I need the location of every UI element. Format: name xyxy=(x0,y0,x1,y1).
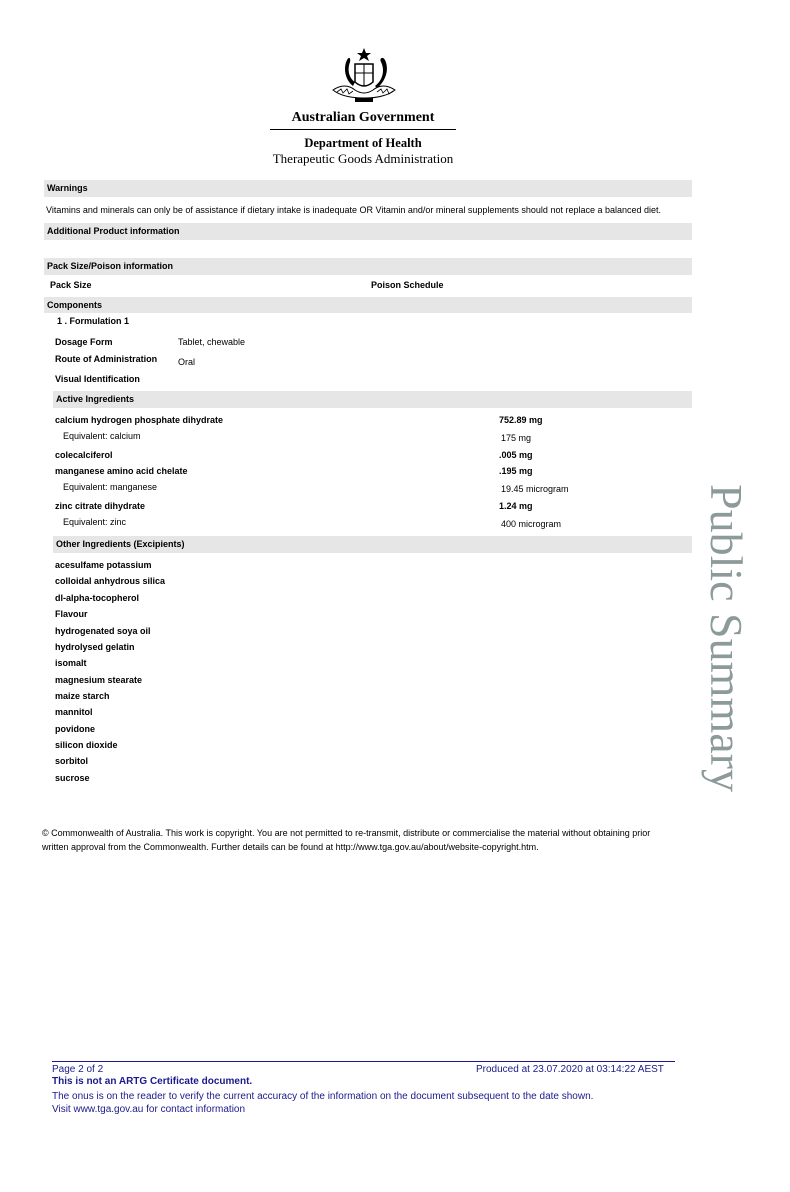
active-ingredient-amount: .195 mg xyxy=(499,466,533,476)
excipient-item: Flavour xyxy=(55,609,88,619)
active-ingredient-amount: 1.24 mg xyxy=(499,501,533,511)
excipient-item: mannitol xyxy=(55,707,93,717)
excipient-item: maize starch xyxy=(55,691,110,701)
excipient-item: hydrogenated soya oil xyxy=(55,626,151,636)
public-summary-watermark: Public Summary xyxy=(701,484,752,792)
active-ingredients-heading: Active Ingredients xyxy=(53,391,692,408)
copyright-line: © Commonwealth of Australia. This work is copyright. You are not permitted to re-transmit, distribute or commercialise the material without obtaining prior xyxy=(42,828,651,838)
dosage-form-value: Tablet, chewable xyxy=(178,337,246,347)
excipient-item: silicon dioxide xyxy=(55,740,118,750)
warnings-heading: Warnings xyxy=(44,180,692,197)
header-divider xyxy=(270,129,456,130)
components-heading: Components xyxy=(44,297,692,313)
excipient-item: sucrose xyxy=(55,773,90,783)
excipient-item: dl-alpha-tocopherol xyxy=(55,593,139,603)
coat-of-arms-icon xyxy=(325,46,403,104)
equivalent-amount: 175 mg xyxy=(501,433,532,443)
route-value: Oral xyxy=(178,357,196,367)
footer-divider xyxy=(52,1061,675,1062)
active-ingredient-name: zinc citrate dihydrate xyxy=(55,501,146,511)
excipient-item: povidone xyxy=(55,724,95,734)
excipient-item: sorbitol xyxy=(55,756,88,766)
visual-id-label: Visual Identification xyxy=(55,374,140,384)
additional-info-heading: Additional Product information xyxy=(44,223,692,240)
copyright-notice xyxy=(42,826,692,854)
formulation-title: 1 . Formulation 1 xyxy=(57,316,130,326)
excipient-item: acesulfame potassium xyxy=(55,560,152,570)
route-label: Route of Administration xyxy=(55,354,158,364)
contact-info: Visit www.tga.gov.au for contact information xyxy=(52,1104,246,1115)
active-ingredient-name: calcium hydrogen phosphate dihydrate xyxy=(55,415,224,425)
equivalent-amount: 400 microgram xyxy=(501,519,562,529)
government-title: Australian Government xyxy=(291,110,435,125)
copyright-line: written approval from the Commonwealth. Further details can be found at http://www.tga.gov.au/about/website-copyright.htm. xyxy=(42,842,539,852)
equivalent-amount: 19.45 microgram xyxy=(501,484,569,494)
dosage-form-label: Dosage Form xyxy=(55,337,113,347)
warnings-text: Vitamins and minerals can only be of assistance if dietary intake is inadequate OR Vitamin and/or mineral supplements should not replace a balanced diet. xyxy=(46,205,662,215)
equivalent-label: Equivalent: manganese xyxy=(63,482,158,492)
active-ingredient-name: manganese amino acid chelate xyxy=(55,466,188,476)
excipient-item: isomalt xyxy=(55,658,87,668)
active-ingredient-name: colecalciferol xyxy=(55,450,113,460)
agency-name: Therapeutic Goods Administration xyxy=(272,151,454,166)
equivalent-label: Equivalent: zinc xyxy=(63,517,127,527)
excipient-item: magnesium stearate xyxy=(55,675,143,685)
equivalent-label: Equivalent: calcium xyxy=(63,431,141,441)
page-number: Page 2 of 2 xyxy=(52,1064,104,1075)
active-ingredient-amount: 752.89 mg xyxy=(499,415,543,425)
pack-info-heading: Pack Size/Poison information xyxy=(44,258,692,275)
excipient-item: colloidal anhydrous silica xyxy=(55,576,166,586)
excipient-item: hydrolysed gelatin xyxy=(55,642,135,652)
onus-notice: The onus is on the reader to verify the current accuracy of the information on the document subsequent to the date shown. xyxy=(52,1091,594,1102)
produced-timestamp: Produced at 23.07.2020 at 03:14:22 AEST xyxy=(476,1064,664,1075)
excipients-heading: Other Ingredients (Excipients) xyxy=(53,536,692,553)
poison-schedule-column: Poison Schedule xyxy=(371,280,444,290)
active-ingredient-amount: .005 mg xyxy=(499,450,533,460)
not-certificate-notice: This is not an ARTG Certificate document. xyxy=(52,1076,253,1087)
department-name: Department of Health xyxy=(304,136,422,150)
pack-size-column: Pack Size xyxy=(50,280,92,290)
